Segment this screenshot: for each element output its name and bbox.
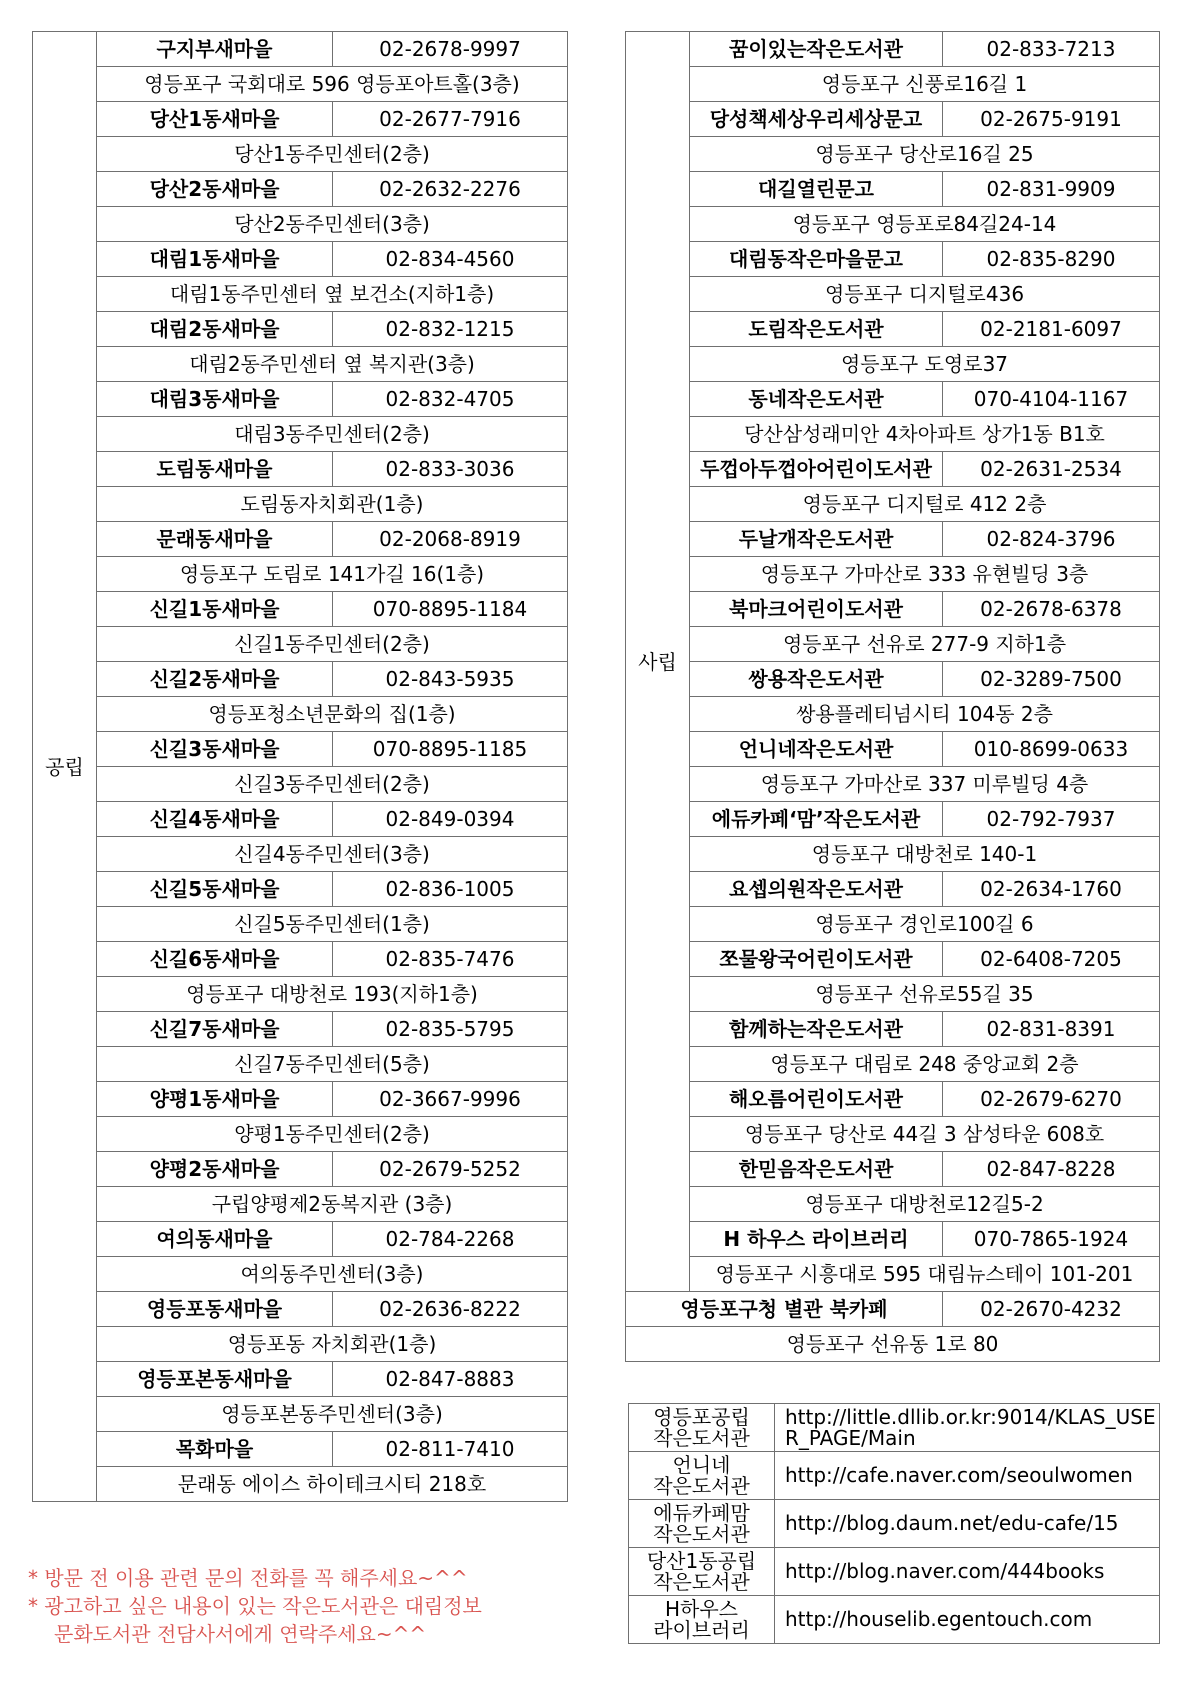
library-phone: 02-811-7410 <box>333 1432 568 1467</box>
table-row <box>626 767 1160 802</box>
table-row <box>33 907 568 942</box>
table-row <box>33 1187 568 1222</box>
table-row <box>626 1257 1160 1292</box>
public-library-table <box>32 31 568 1502</box>
library-phone: 02-2634-1760 <box>943 872 1160 907</box>
library-phone: 070-7865-1924 <box>943 1222 1160 1257</box>
library-phone: 02-3667-9996 <box>333 1082 568 1117</box>
library-name: 함께하는작은도서관 <box>690 1012 943 1047</box>
library-name: 동네작은도서관 <box>690 382 943 417</box>
library-name: 대림2동새마을 <box>97 312 333 347</box>
library-address: 문래동 에이스 하이테크시티 218호 <box>97 1467 568 1502</box>
library-phone: 02-2679-5252 <box>333 1152 568 1187</box>
library-phone: 02-2181-6097 <box>943 312 1160 347</box>
table-row <box>626 1292 1160 1327</box>
library-phone: 02-831-8391 <box>943 1012 1160 1047</box>
table-row <box>626 662 1160 697</box>
table-row <box>626 1117 1160 1152</box>
notice-line: * 방문 전 이용 관련 문의 전화를 꼭 해주세요~^^ <box>28 1566 468 1590</box>
table-row <box>33 1432 568 1467</box>
library-address: 영등포청소년문화의 집(1층) <box>97 697 568 732</box>
table-row <box>33 767 568 802</box>
library-address: 영등포구 선유로 277-9 지하1층 <box>690 627 1160 662</box>
table-row <box>626 67 1160 102</box>
library-name: 구지부새마을 <box>97 32 333 67</box>
library-address: 도림동자치회관(1층) <box>97 487 568 522</box>
table-row <box>33 1327 568 1362</box>
table-row <box>629 1500 1160 1548</box>
table-row <box>33 1047 568 1082</box>
library-address: 영등포구 디지털로436 <box>690 277 1160 312</box>
library-name: 대길열린문고 <box>690 172 943 207</box>
library-address: 여의동주민센터(3층) <box>97 1257 568 1292</box>
table-row <box>33 452 568 487</box>
table-row <box>33 592 568 627</box>
library-address: 신길4동주민센터(3층) <box>97 837 568 872</box>
table-row <box>33 977 568 1012</box>
table-row <box>626 872 1160 907</box>
library-url-link[interactable]: http://cafe.naver.com/seoulwomen <box>775 1452 1160 1500</box>
library-address: 신길7동주민센터(5층) <box>97 1047 568 1082</box>
library-name: 신길1동새마을 <box>97 592 333 627</box>
library-name: 두날개작은도서관 <box>690 522 943 557</box>
table-row <box>626 452 1160 487</box>
library-address: 대림2동주민센터 옆 복지관(3층) <box>97 347 568 382</box>
library-phone: 02-849-0394 <box>333 802 568 837</box>
library-address: 신길1동주민센터(2층) <box>97 627 568 662</box>
library-name: 문래동새마을 <box>97 522 333 557</box>
link-library-name-line: 작은도서관 <box>653 1569 750 1594</box>
library-phone: 070-4104-1167 <box>943 382 1160 417</box>
library-phone: 02-2670-4232 <box>943 1292 1160 1327</box>
library-address: 신길3동주민센터(2층) <box>97 767 568 802</box>
link-library-name-line: 언니네 <box>672 1452 731 1477</box>
library-phone: 02-847-8228 <box>943 1152 1160 1187</box>
library-url-link[interactable]: http://little.dllib.or.kr:9014/KLAS_USER_PAGE/Main <box>775 1404 1160 1452</box>
library-name: 신길2동새마을 <box>97 662 333 697</box>
link-library-name-line: 라이브러리 <box>653 1617 750 1642</box>
library-name: 에듀카페‘맘’작은도서관 <box>690 802 943 837</box>
table-row <box>33 137 568 172</box>
library-phone: 02-824-3796 <box>943 522 1160 557</box>
table-row <box>626 1327 1160 1362</box>
library-name: 영등포동새마을 <box>97 1292 333 1327</box>
table-row <box>33 102 568 137</box>
table-row <box>33 1152 568 1187</box>
library-address: 당산삼성래미안 4차아파트 상가1동 B1호 <box>690 417 1160 452</box>
library-address: 영등포구 대방천로 140-1 <box>690 837 1160 872</box>
library-name: 대림3동새마을 <box>97 382 333 417</box>
link-library-name-line: 작은도서관 <box>653 1425 750 1450</box>
library-address: 대림3동주민센터(2층) <box>97 417 568 452</box>
library-name: 신길5동새마을 <box>97 872 333 907</box>
library-address: 당산1동주민센터(2층) <box>97 137 568 172</box>
library-address: 영등포본동주민센터(3층) <box>97 1397 568 1432</box>
table-row <box>629 1452 1160 1500</box>
table-row <box>626 417 1160 452</box>
table-row <box>33 1082 568 1117</box>
library-url-link[interactable]: http://blog.naver.com/444books <box>775 1548 1160 1596</box>
library-name: 당성책세상우리세상문고 <box>690 102 943 137</box>
link-library-name-line: 당산1동공립 <box>646 1548 757 1573</box>
link-library-name-line: 작은도서관 <box>653 1473 750 1498</box>
library-address: 당산2동주민센터(3층) <box>97 207 568 242</box>
table-row <box>626 522 1160 557</box>
library-name: 쌍용작은도서관 <box>690 662 943 697</box>
library-phone: 02-792-7937 <box>943 802 1160 837</box>
table-row <box>626 347 1160 382</box>
table-row <box>626 557 1160 592</box>
table-row <box>626 102 1160 137</box>
table-row <box>33 522 568 557</box>
library-name: H 하우스 라이브러리 <box>690 1222 943 1257</box>
table-row <box>33 1257 568 1292</box>
library-address: 양평1동주민센터(2층) <box>97 1117 568 1152</box>
table-row <box>626 1152 1160 1187</box>
table-row <box>33 697 568 732</box>
table-row <box>626 697 1160 732</box>
library-name: 양평2동새마을 <box>97 1152 333 1187</box>
table-row <box>33 207 568 242</box>
library-address: 영등포구 국회대로 596 영등포아트홀(3층) <box>97 67 568 102</box>
library-address: 영등포구 디지털로 412 2층 <box>690 487 1160 522</box>
table-row <box>626 942 1160 977</box>
library-phone: 02-3289-7500 <box>943 662 1160 697</box>
library-phone: 02-2678-9997 <box>333 32 568 67</box>
category-cell: 사립 <box>626 32 690 1292</box>
library-name: 당산1동새마을 <box>97 102 333 137</box>
table-row <box>33 1397 568 1432</box>
notice-line: * 광고하고 싶은 내용이 있는 작은도서관은 대림정보 <box>28 1594 482 1618</box>
table-row <box>33 32 568 67</box>
library-phone: 070-8895-1184 <box>333 592 568 627</box>
table-row <box>33 382 568 417</box>
table-row <box>33 732 568 767</box>
library-address: 영등포구 신풍로16길 1 <box>690 67 1160 102</box>
notice-text <box>28 1564 598 1648</box>
library-phone: 010-8699-0633 <box>943 732 1160 767</box>
table-row <box>33 277 568 312</box>
library-address: 쌍용플레티넘시티 104동 2층 <box>690 697 1160 732</box>
table-row <box>33 942 568 977</box>
table-row <box>626 382 1160 417</box>
library-address: 영등포구 선유동 1로 80 <box>626 1327 1160 1362</box>
library-phone: 02-2636-8222 <box>333 1292 568 1327</box>
table-row <box>33 1012 568 1047</box>
library-phone: 02-2679-6270 <box>943 1082 1160 1117</box>
category-cell: 공립 <box>33 32 97 1502</box>
library-address: 영등포구 가마산로 333 유현빌딩 3층 <box>690 557 1160 592</box>
library-address: 영등포구 경인로100길 6 <box>690 907 1160 942</box>
library-address: 영등포구 당산로 44길 3 삼성타운 608호 <box>690 1117 1160 1152</box>
library-address: 영등포구 영등포로84길24-14 <box>690 207 1160 242</box>
library-address: 신길5동주민센터(1층) <box>97 907 568 942</box>
table-row <box>33 1117 568 1152</box>
library-name: 양평1동새마을 <box>97 1082 333 1117</box>
library-phone: 02-836-1005 <box>333 872 568 907</box>
link-library-name-line: 작은도서관 <box>653 1521 750 1546</box>
library-phone: 02-2631-2534 <box>943 452 1160 487</box>
table-row <box>626 627 1160 662</box>
library-name: 도림동새마을 <box>97 452 333 487</box>
library-phone: 02-833-3036 <box>333 452 568 487</box>
notice-line: 문화도서관 전담사서에게 연락주세요~^^ <box>54 1622 427 1646</box>
library-address: 영등포구 가마산로 337 미루빌딩 4층 <box>690 767 1160 802</box>
library-address: 영등포구 시흥대로 595 대림뉴스테이 101-201 <box>690 1257 1160 1292</box>
table-row <box>629 1548 1160 1596</box>
library-address: 구립양평제2동복지관 (3층) <box>97 1187 568 1222</box>
library-name: 도림작은도서관 <box>690 312 943 347</box>
table-row <box>626 802 1160 837</box>
library-address: 영등포구 선유로55길 35 <box>690 977 1160 1012</box>
table-row <box>33 872 568 907</box>
library-name: 여의동새마을 <box>97 1222 333 1257</box>
library-address: 영등포구 대림로 248 중앙교회 2층 <box>690 1047 1160 1082</box>
table-row <box>626 32 1160 67</box>
library-url-link[interactable]: http://houselib.egentouch.com <box>775 1596 1160 1644</box>
library-phone: 02-831-9909 <box>943 172 1160 207</box>
table-row <box>33 242 568 277</box>
library-phone: 02-2632-2276 <box>333 172 568 207</box>
table-row <box>33 662 568 697</box>
table-row <box>626 907 1160 942</box>
library-phone: 02-843-5935 <box>333 662 568 697</box>
library-phone: 02-784-2268 <box>333 1222 568 1257</box>
library-name: 목화마을 <box>97 1432 333 1467</box>
library-address: 대림1동주민센터 옆 보건소(지하1층) <box>97 277 568 312</box>
link-library-name <box>629 1404 775 1452</box>
library-phone: 02-832-1215 <box>333 312 568 347</box>
library-name: 쪼물왕국어린이도서관 <box>690 942 943 977</box>
table-row <box>629 1596 1160 1644</box>
library-address: 영등포구 대방천로12길5-2 <box>690 1187 1160 1222</box>
table-row <box>33 1467 568 1502</box>
table-row <box>626 1082 1160 1117</box>
library-name: 신길3동새마을 <box>97 732 333 767</box>
library-links-table <box>628 1403 1160 1644</box>
table-row <box>33 1362 568 1397</box>
table-row <box>33 837 568 872</box>
link-library-name-line: H하우스 <box>665 1596 738 1621</box>
library-url-link[interactable]: http://blog.daum.net/edu-cafe/15 <box>775 1500 1160 1548</box>
library-name: 신길6동새마을 <box>97 942 333 977</box>
link-library-name <box>629 1452 775 1500</box>
library-name: 신길4동새마을 <box>97 802 333 837</box>
library-phone: 02-833-7213 <box>943 32 1160 67</box>
library-phone: 02-2677-7916 <box>333 102 568 137</box>
library-name: 영등포본동새마을 <box>97 1362 333 1397</box>
library-name: 꿈이있는작은도서관 <box>690 32 943 67</box>
table-row <box>626 312 1160 347</box>
private-library-table <box>625 31 1160 1362</box>
library-address: 영등포동 자치회관(1층) <box>97 1327 568 1362</box>
library-phone: 02-2068-8919 <box>333 522 568 557</box>
table-row <box>33 417 568 452</box>
table-row <box>33 1292 568 1327</box>
link-library-name <box>629 1500 775 1548</box>
library-name: 대림동작은마을문고 <box>690 242 943 277</box>
library-address: 영등포구 도영로37 <box>690 347 1160 382</box>
table-row <box>33 487 568 522</box>
table-row <box>626 1187 1160 1222</box>
library-name: 한믿음작은도서관 <box>690 1152 943 1187</box>
table-row <box>626 242 1160 277</box>
library-address: 영등포구 대방천로 193(지하1층) <box>97 977 568 1012</box>
library-name: 언니네작은도서관 <box>690 732 943 767</box>
library-phone: 02-2675-9191 <box>943 102 1160 137</box>
table-row <box>626 1012 1160 1047</box>
library-phone: 02-834-4560 <box>333 242 568 277</box>
library-address: 영등포구 도림로 141가길 16(1층) <box>97 557 568 592</box>
table-row <box>33 347 568 382</box>
table-row <box>33 1222 568 1257</box>
link-library-name <box>629 1548 775 1596</box>
library-name: 영등포구청 별관 북카페 <box>626 1292 943 1327</box>
table-row <box>33 67 568 102</box>
table-row <box>626 592 1160 627</box>
table-row <box>33 627 568 662</box>
table-row <box>626 837 1160 872</box>
table-row <box>33 172 568 207</box>
table-row <box>626 977 1160 1012</box>
table-row <box>626 172 1160 207</box>
library-name: 신길7동새마을 <box>97 1012 333 1047</box>
table-row <box>33 802 568 837</box>
library-name: 당산2동새마을 <box>97 172 333 207</box>
library-name: 해오름어린이도서관 <box>690 1082 943 1117</box>
library-name: 두껍아두껍아어린이도서관 <box>690 452 943 487</box>
library-name: 요셉의원작은도서관 <box>690 872 943 907</box>
table-row <box>626 277 1160 312</box>
library-phone: 02-2678-6378 <box>943 592 1160 627</box>
table-row <box>626 207 1160 242</box>
table-row <box>33 312 568 347</box>
table-row <box>626 487 1160 522</box>
library-phone: 070-8895-1185 <box>333 732 568 767</box>
library-phone: 02-835-8290 <box>943 242 1160 277</box>
table-row <box>626 137 1160 172</box>
library-phone: 02-835-7476 <box>333 942 568 977</box>
table-row <box>626 1222 1160 1257</box>
link-library-name-line: 에듀카페맘 <box>653 1500 750 1525</box>
link-library-name <box>629 1596 775 1644</box>
library-phone: 02-6408-7205 <box>943 942 1160 977</box>
table-row <box>33 557 568 592</box>
library-name: 대림1동새마을 <box>97 242 333 277</box>
library-phone: 02-832-4705 <box>333 382 568 417</box>
library-phone: 02-835-5795 <box>333 1012 568 1047</box>
library-name: 북마크어린이도서관 <box>690 592 943 627</box>
library-address: 영등포구 당산로16길 25 <box>690 137 1160 172</box>
table-row <box>626 732 1160 767</box>
table-row <box>629 1404 1160 1452</box>
table-row <box>626 1047 1160 1082</box>
link-library-name-line: 영등포공립 <box>653 1404 750 1429</box>
library-phone: 02-847-8883 <box>333 1362 568 1397</box>
